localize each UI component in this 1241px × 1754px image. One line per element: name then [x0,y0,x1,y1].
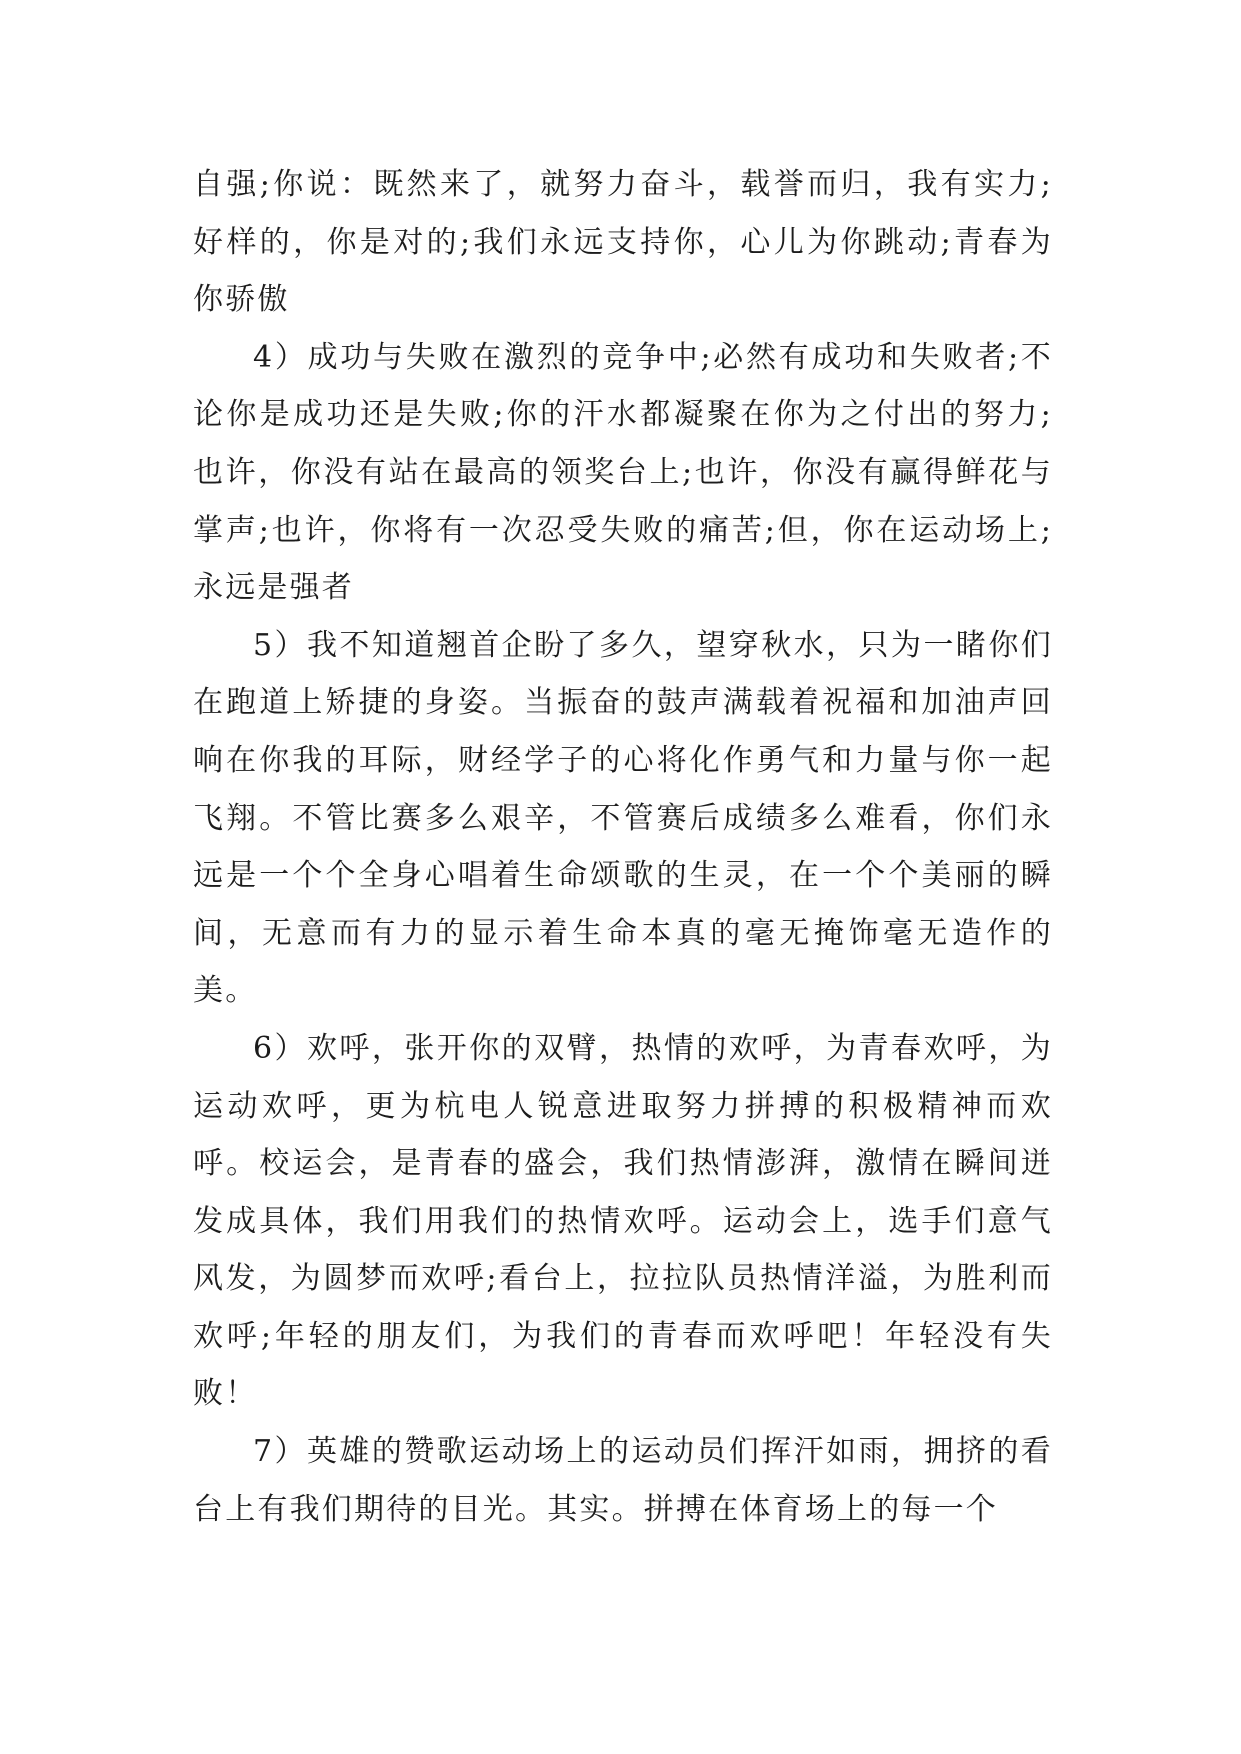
paragraph-continuation: 自强;你说：既然来了，就努力奋斗，载誉而归，我有实力;好样的，你是对的;我们永远支持你，心儿为你跳动;青春为你骄傲 [193,167,1053,318]
paragraph-4: 4）成功与失败在激烈的竞争中;必然有成功和失败者;不论你是成功还是失败;你的汗水都凝聚在你为之付出的努力;也许，你没有站在最高的领奖台上;也许，你没有赢得鲜花与掌声;也许，你将有一次忍受失败的痛苦;但，你在运动场上;永远是强者 [193,339,1053,606]
paragraph-7: 7）英雄的赞歌运动场上的运动员们挥汗如雨，拥挤的看台上有我们期待的目光。其实。拼搏在体育场上的每一个 [193,1434,1053,1527]
document-body [193,156,1053,1538]
paragraph-5: 5）我不知道翘首企盼了多久，望穿秋水，只为一睹你们在跑道上矫捷的身姿。当振奋的鼓声满载着祝福和加油声回响在你我的耳际，财经学子的心将化作勇气和力量与你一起飞翔。不管比赛多么艰辛，不管赛后成绩多么难看，你们永远是一个个全身心唱着生命颂歌的生灵，在一个个美丽的瞬间，无意而有力的显示着生命本真的毫无掩饰毫无造作的美。 [193,627,1053,1009]
paragraph-6: 6）欢呼，张开你的双臂，热情的欢呼，为青春欢呼，为运动欢呼，更为杭电人锐意进取努力拼搏的积极精神而欢呼。校运会，是青春的盛会，我们热情澎湃，激情在瞬间迸发成具体，我们用我们的热情欢呼。运动会上，选手们意气风发，为圆梦而欢呼;看台上，拉拉队员热情洋溢，为胜利而欢呼;年轻的朋友们，为我们的青春而欢呼吧！年轻没有失败！ [193,1030,1053,1412]
